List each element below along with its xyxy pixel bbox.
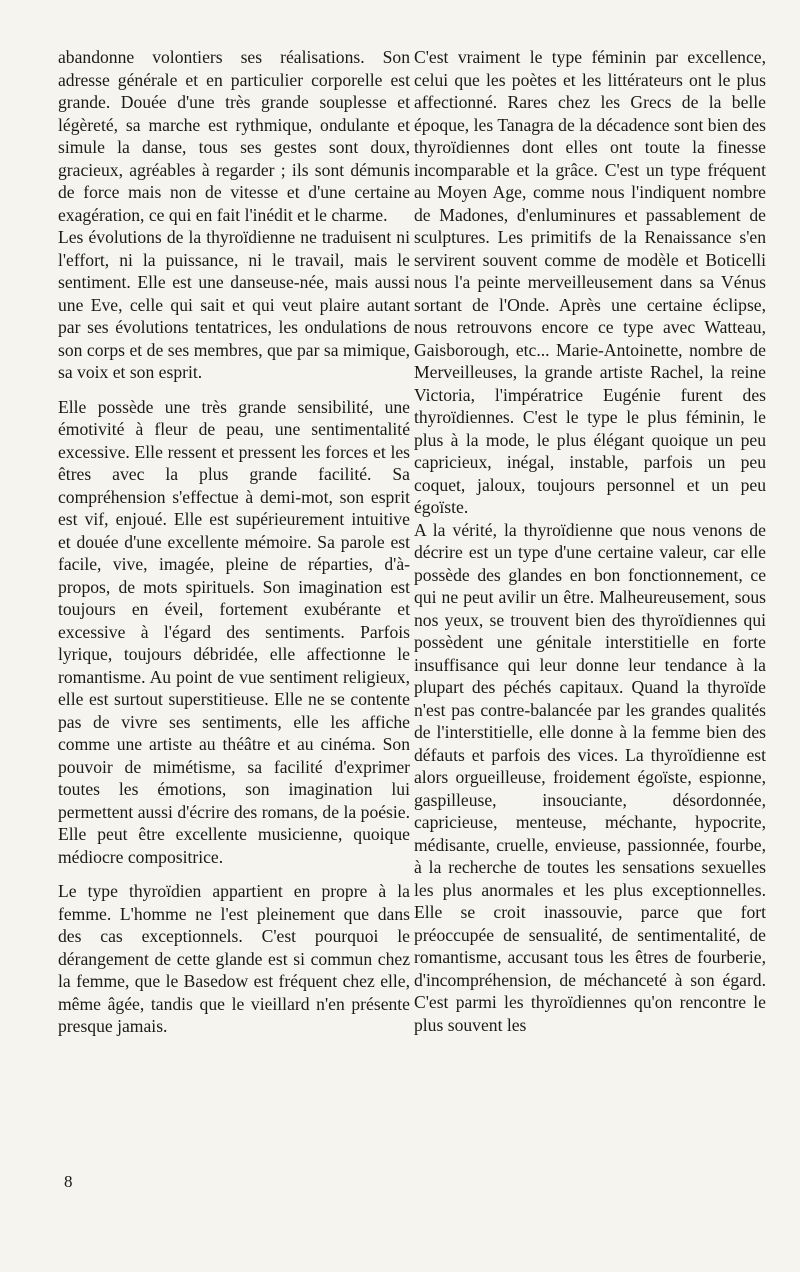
page-number: 8 [64,1172,73,1191]
right-column [414,46,766,1036]
left-paragraph-1: abandonne volontiers ses réalisations. Son adresse générale et en particulier corporelle est grande. Douée d'une très grande souplesse et légèreté, sa marche est rythmique, ondulante et simule la danse, tous ses gestes sont doux, gracieux, agréables à regarder ; ils sont démunis de force mais non de vitesse et d'une certaine exagération, ce qui en fait l'inédit et le charme. [58,47,410,225]
left-paragraph-2: Les évolutions de la thyroïdienne ne traduisent ni l'effort, ni la puissance, ni le travail, mais le sentiment. Elle est une danseuse-née, mais aussi une Eve, celle qui sait et qui veut plaire autant par ses évolutions tentatrices, les ondulations de son corps et de ses membres, que par sa mimique, sa voix et son esprit. [58,227,410,382]
right-paragraph-2: A la vérité, la thyroïdienne que nous venons de décrire est un type d'une certaine valeur, car elle possède des glandes en bon fonctionnement, ce qui ne peut avilir un être. Malheureusement, sous nos yeux, se trouvent bien des thyroïdiennes qui possèdent une génitale interstitielle en forte insuffisance qui leur donne leur tendance à la plupart des péchés capitaux. Quand la thyroïde n'est pas contre-balancée par les grandes qualités de l'interstitielle, elle donne à la femme bien des défauts et parfois des vices. La thyroïdienne est alors orgueilleuse, froidement égoïste, espionne, gaspilleuse, insouciante, désordonnée, capricieuse, menteuse, méchante, hypocrite, médisante, cruelle, envieuse, passionnée, fourbe, à la recherche de toutes les sensations sexuelles les plus anormales et les plus exceptionnelles. Elle se croit inassouvie, parce que fort préoccupée de sensualité, de sentimentalité, de romantisme, accusant tous les êtres de fourberie, d'incompréhension, de méchanceté à son égard. C'est parmi les thyroïdiennes qu'on rencontre le plus souvent les [414,519,766,1035]
left-column [58,46,410,1038]
left-paragraph-3: Elle possède une très grande sensibilité, une émotivité à fleur de peau, une sentimentalité excessive. Elle ressent et pressent les forces et les êtres avec la plus grande facilité. Sa compréhension s'effectue à demi-mot, son esprit est vif, enjoué. Elle est supérieurement intuitive et douée d'une excellente mémoire. Sa parole est facile, vive, imagée, pleine de réparties, d'à-propos, de mots spirituels. Son imagination est toujours en éveil, fortement exubérante et excessive à l'égard des sentiments. Parfois lyrique, toujours débridée, elle affectionne le romantisme. Au point de vue sentiment religieux, elle est surtout superstitieuse. Elle ne se contente pas de vivre ses sentiments, elle les affiche comme une artiste au théâtre et au cinéma. Son pouvoir de mimétisme, sa facilité d'exprimer toutes les émotions, son imagination lui permettent aussi d'écrire des romans, de la poésie. Elle peut être excellente musicienne, quoique médiocre compositrice. [58,396,410,867]
right-paragraph-1: C'est vraiment le type féminin par excellence, celui que les poètes et les littérateurs ont le plus affectionné. Rares chez les Grecs de la belle époque, les Tanagra de la décadence sont bien des thyroïdiennes dont elles ont toute la finesse incomparable et la grâce. C'est un type fréquent au Moyen Age, comme nous l'indiquent nombre de Madones, d'enluminures et passablement de sculptures. Les primitifs de la Renaissance s'en servirent souvent comme de modèle et Boticelli nous l'a peinte merveilleusement dans sa Vénus sortant de l'Onde. Après une certaine éclipse, nous retrouvons encore ce type avec Watteau, Gaisborough, etc... Marie-Antoinette, nombre de Merveilleuses, la grande artiste Rachel, la reine Victoria, l'impératrice Eugénie furent des thyroïdiennes. C'est le type le plus féminin, le plus à la mode, le plus élégant quoique un peu capricieux, inégal, instable, parfois un peu coquet, jaloux, toujours personnel et un peu égoïste. [414,47,766,517]
left-paragraph-4: Le type thyroïdien appartient en propre à la femme. L'homme ne l'est pleinement que dans des cas exceptionnels. C'est pourquoi le dérangement de cette glande est si commun chez la femme, que le Basedow est fréquent chez elle, même âgée, tandis que le vieillard n'en présente presque jamais. [58,881,410,1036]
